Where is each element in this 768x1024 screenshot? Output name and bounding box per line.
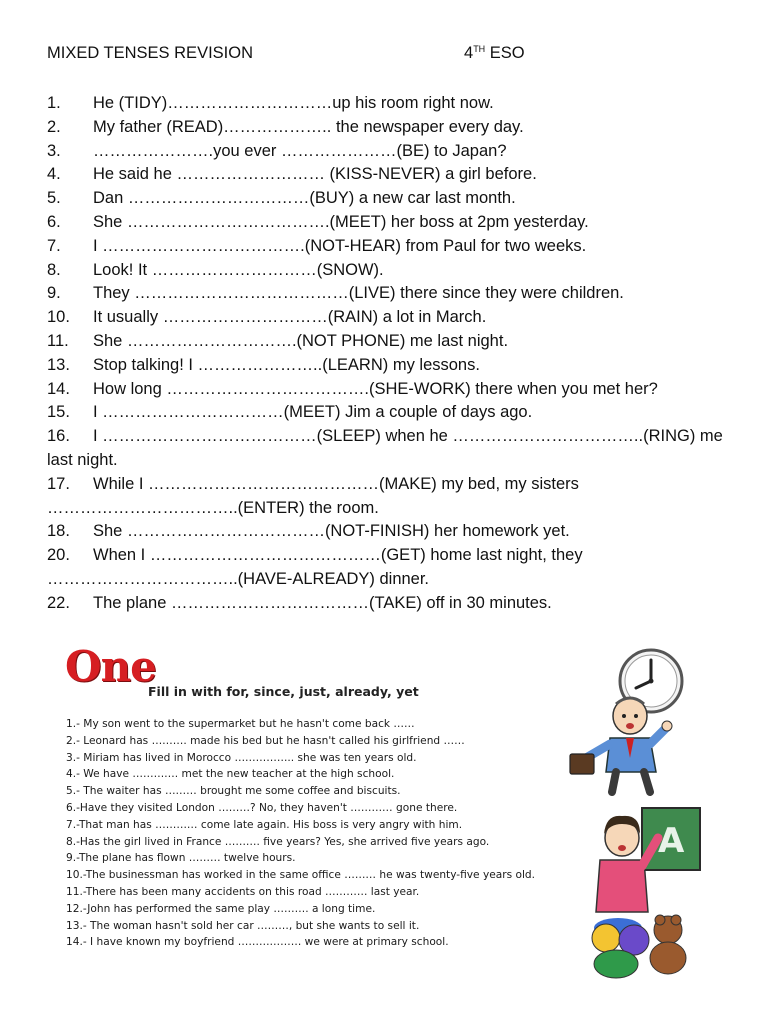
exercise-text: ………………….you ever …………………(BE) to Japan?: [93, 141, 507, 160]
exercise-text: How long ……………………………….(SHE-WORK) there when you met her?: [93, 379, 658, 398]
exercise-number: 5.: [47, 189, 61, 208]
worksheet-item: 11.-There has been many accidents on this road ………… last year.: [66, 885, 420, 898]
worksheet-items: [66, 716, 566, 951]
exercise-text: My father (READ)……………….. the newspaper every day.: [93, 117, 524, 136]
exercise-text: She ………………………………(NOT-FINISH) her homework yet.: [93, 522, 570, 541]
exercise-item: [47, 401, 737, 425]
exercise-number: 9.: [47, 284, 61, 303]
worksheet-item: 12.-John has performed the same play ………. a long time.: [66, 902, 376, 915]
exercise-number: 6.: [47, 212, 61, 231]
worksheet-item: 4.- We have …………. met the new teacher at the high school.: [66, 768, 395, 781]
exercise-number: 17.: [47, 474, 70, 493]
exercise-item: [47, 330, 737, 354]
worksheet-item: 6.-Have they visited London ………? No, they haven't ………… gone there.: [66, 801, 458, 814]
exercise-item: [47, 544, 737, 592]
exercise-text: He (TIDY)…………………………up his room right now.: [93, 94, 494, 112]
grade-level: ESO: [489, 44, 525, 62]
exercise-item: [47, 92, 737, 116]
exercise-item: [47, 473, 737, 521]
exercise-number: 4.: [47, 165, 61, 184]
exercise-text: They …………………………………(LIVE) there since they were children.: [93, 284, 624, 303]
exercise-number: 11.: [47, 331, 69, 350]
worksheet-item: 5.- The waiter has ……… brought me some coffee and biscuits.: [66, 785, 401, 798]
exercise-item: [47, 116, 737, 140]
exercise-text: She ………………………….(NOT PHONE) me last night.: [93, 331, 509, 350]
exercise-text: I ……………………………….(NOT-HEAR) from Paul for two weeks.: [93, 236, 587, 255]
exercise-number: 13.: [47, 355, 70, 374]
exercise-text: He said he ……………………… (KISS-NEVER) a girl before.: [93, 165, 537, 184]
exercise-text: I ……………………………(MEET) Jim a couple of days ago.: [93, 403, 533, 422]
worksheet-item: 10.-The businessman has worked in the same office ……… he was twenty-five years old.: [66, 869, 535, 882]
worksheet-item: 7.-That man has ………… come late again. His boss is very angry with him.: [66, 818, 463, 831]
businessman-clipart: [566, 688, 676, 798]
exercise-text: Look! It …………………………(SNOW).: [93, 260, 384, 279]
grade-label: [464, 44, 525, 63]
exercise-text: When I ……………………………………(GET) home last night, they ……………………………..(HAVE-ALREADY) dinner.: [47, 546, 583, 588]
exercise-item: [47, 282, 737, 306]
page-title: MIXED TENSES REVISION: [47, 44, 253, 62]
page-header: [47, 44, 727, 68]
worksheet-image: [56, 640, 716, 980]
exercise-item: [47, 520, 737, 544]
exercise-text: I …………………………………(SLEEP) when he ……………………………..(RING) me last night.: [47, 427, 723, 469]
exercise-item: [47, 163, 737, 187]
exercise-number: 10.: [47, 308, 70, 327]
exercise-item: [47, 378, 737, 402]
exercise-text: Stop talking! I …………………..(LEARN) my lessons.: [93, 355, 480, 374]
svg-text:A: A: [658, 821, 685, 861]
exercise-number: 16.: [47, 427, 70, 446]
exercise-item: [47, 306, 737, 330]
worksheet-item: 2.- Leonard has ………. made his bed but he hasn't called his girlfriend ……: [66, 734, 465, 747]
exercise-item: [47, 354, 737, 378]
worksheet-instructions: Fill in with for, since, just, already, yet: [148, 684, 419, 699]
worksheet-item: 8.-Has the girl lived in France ………. five years? Yes, she arrived five years ago.: [66, 835, 490, 848]
worksheet-item: 9.-The plane has flown ……… twelve hours.: [66, 852, 296, 865]
exercise-number: 15.: [47, 403, 70, 422]
exercise-number: 18.: [47, 522, 70, 541]
exercise-number: 2.: [47, 117, 61, 136]
exercise-text: It usually …………………………(RAIN) a lot in March.: [93, 308, 487, 327]
exercise-text: The plane ………………………………(TAKE) off in 30 minutes.: [93, 593, 552, 612]
exercise-number: 20.: [47, 546, 70, 565]
worksheet-item: 1.- My son went to the supermarket but he hasn't come back ……: [66, 718, 415, 730]
exercise-text: While I ……………………………………(MAKE) my bed, my sisters ……………………………..(ENTER) the room.: [47, 474, 579, 517]
exercise-number: 22.: [47, 593, 70, 612]
exercise-list: [47, 92, 737, 616]
teacher-clipart: [586, 800, 706, 980]
exercise-item: [47, 140, 737, 164]
worksheet-item: 14.- I have known my boyfriend ……………… we were at primary school.: [66, 936, 449, 949]
worksheet-item: 3.- Miriam has lived in Morocco …………….. she was ten years old.: [66, 751, 417, 764]
exercise-item: [47, 211, 737, 235]
grade-suffix: TH: [473, 44, 486, 54]
exercise-item: [47, 425, 737, 473]
exercise-number: 8.: [47, 260, 61, 279]
exercise-number: 14.: [47, 379, 70, 398]
exercise-number: 1.: [47, 94, 61, 112]
exercise-item: [47, 235, 737, 259]
exercise-number: 7.: [47, 236, 61, 255]
exercise-text: Dan ……………………………(BUY) a new car last month.: [93, 189, 516, 208]
exercise-number: 3.: [47, 141, 61, 160]
grade-number: 4: [464, 44, 474, 62]
worksheet-item: 13.- The woman hasn't sold her car ………, but she wants to sell it.: [66, 919, 420, 932]
exercise-item: [47, 259, 737, 283]
exercise-item: [47, 592, 737, 616]
exercise-item: [47, 187, 737, 211]
worksheet-title: One: [65, 642, 156, 691]
exercise-text: She ……………………………….(MEET) her boss at 2pm yesterday.: [93, 212, 589, 231]
